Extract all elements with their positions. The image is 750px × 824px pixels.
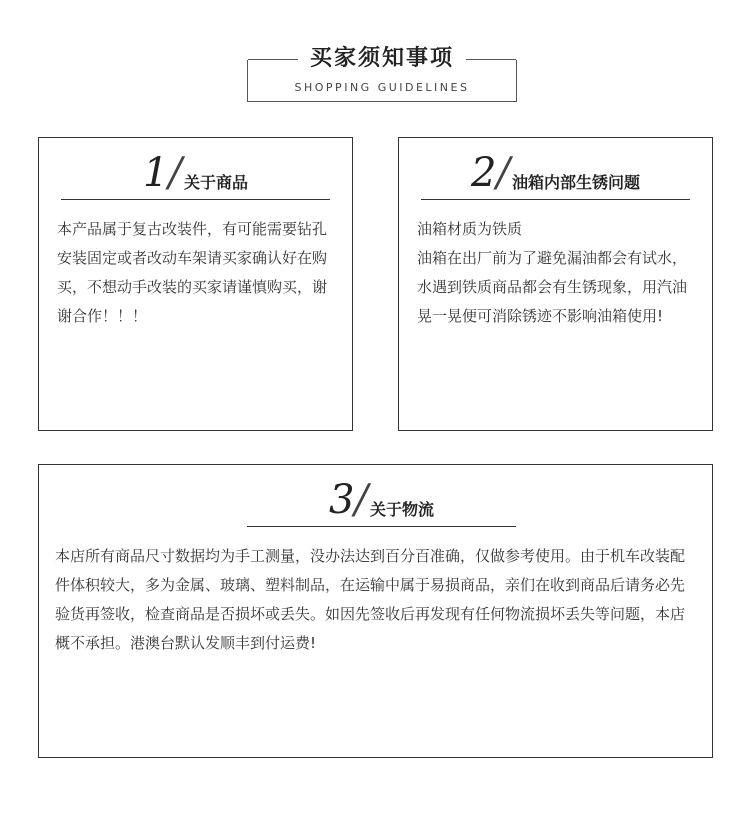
card-paragraph: 油箱材质为铁质 xyxy=(417,220,523,238)
card-tank-rust xyxy=(398,137,713,431)
guidelines-header xyxy=(247,46,517,102)
card-number: 3 xyxy=(329,477,355,523)
card-paragraph: 油箱在出厂前为了避免漏油都会有试水，水遇到铁质商品都会有生锈现象，用汽油晃一晃便可消除锈迹不影响油箱使用! xyxy=(417,249,688,325)
card-title: 关于物流 xyxy=(369,500,434,519)
card-title: 关于商品 xyxy=(183,173,248,192)
card-paragraph: 本产品属于复古改装件，有可能需要钻孔安装固定或者改动车架请买家确认好在购买，不想动手改装的买家请谨慎购买，谢谢合作！！！ xyxy=(57,220,328,325)
card-body xyxy=(417,215,700,331)
card-heading xyxy=(421,150,690,200)
card-number: 1 xyxy=(143,150,169,196)
card-paragraph: 本店所有商品尺寸数据均为手工测量，没办法达到百分百准确，仅做参考使用。由于机车改装配件体积较大，多为金属、玻璃、塑料制品，在运输中属于易损商品，亲们在收到商品后请务必先验货再签收，检查商品是否损坏或丢失。如因先签收后再发现有任何物流损坏丢失等问题，本店概不承担。港澳台默认发顺丰到付运费! xyxy=(55,547,686,652)
card-body xyxy=(55,542,698,658)
header-rule-right xyxy=(466,59,516,60)
card-number: 2 xyxy=(471,150,497,196)
card-heading xyxy=(61,150,330,200)
card-slash: / xyxy=(496,150,510,196)
card-about-logistics xyxy=(38,464,713,758)
header-rule-left xyxy=(248,59,298,60)
page-subtitle: SHOPPING GUIDELINES xyxy=(294,81,470,94)
card-body xyxy=(57,215,334,331)
card-about-product xyxy=(38,137,353,431)
page-title: 买家须知事项 xyxy=(309,46,454,71)
card-title: 油箱内部生锈问题 xyxy=(511,173,640,192)
card-slash: / xyxy=(168,150,182,196)
card-slash: / xyxy=(354,477,368,523)
card-heading xyxy=(247,477,516,527)
